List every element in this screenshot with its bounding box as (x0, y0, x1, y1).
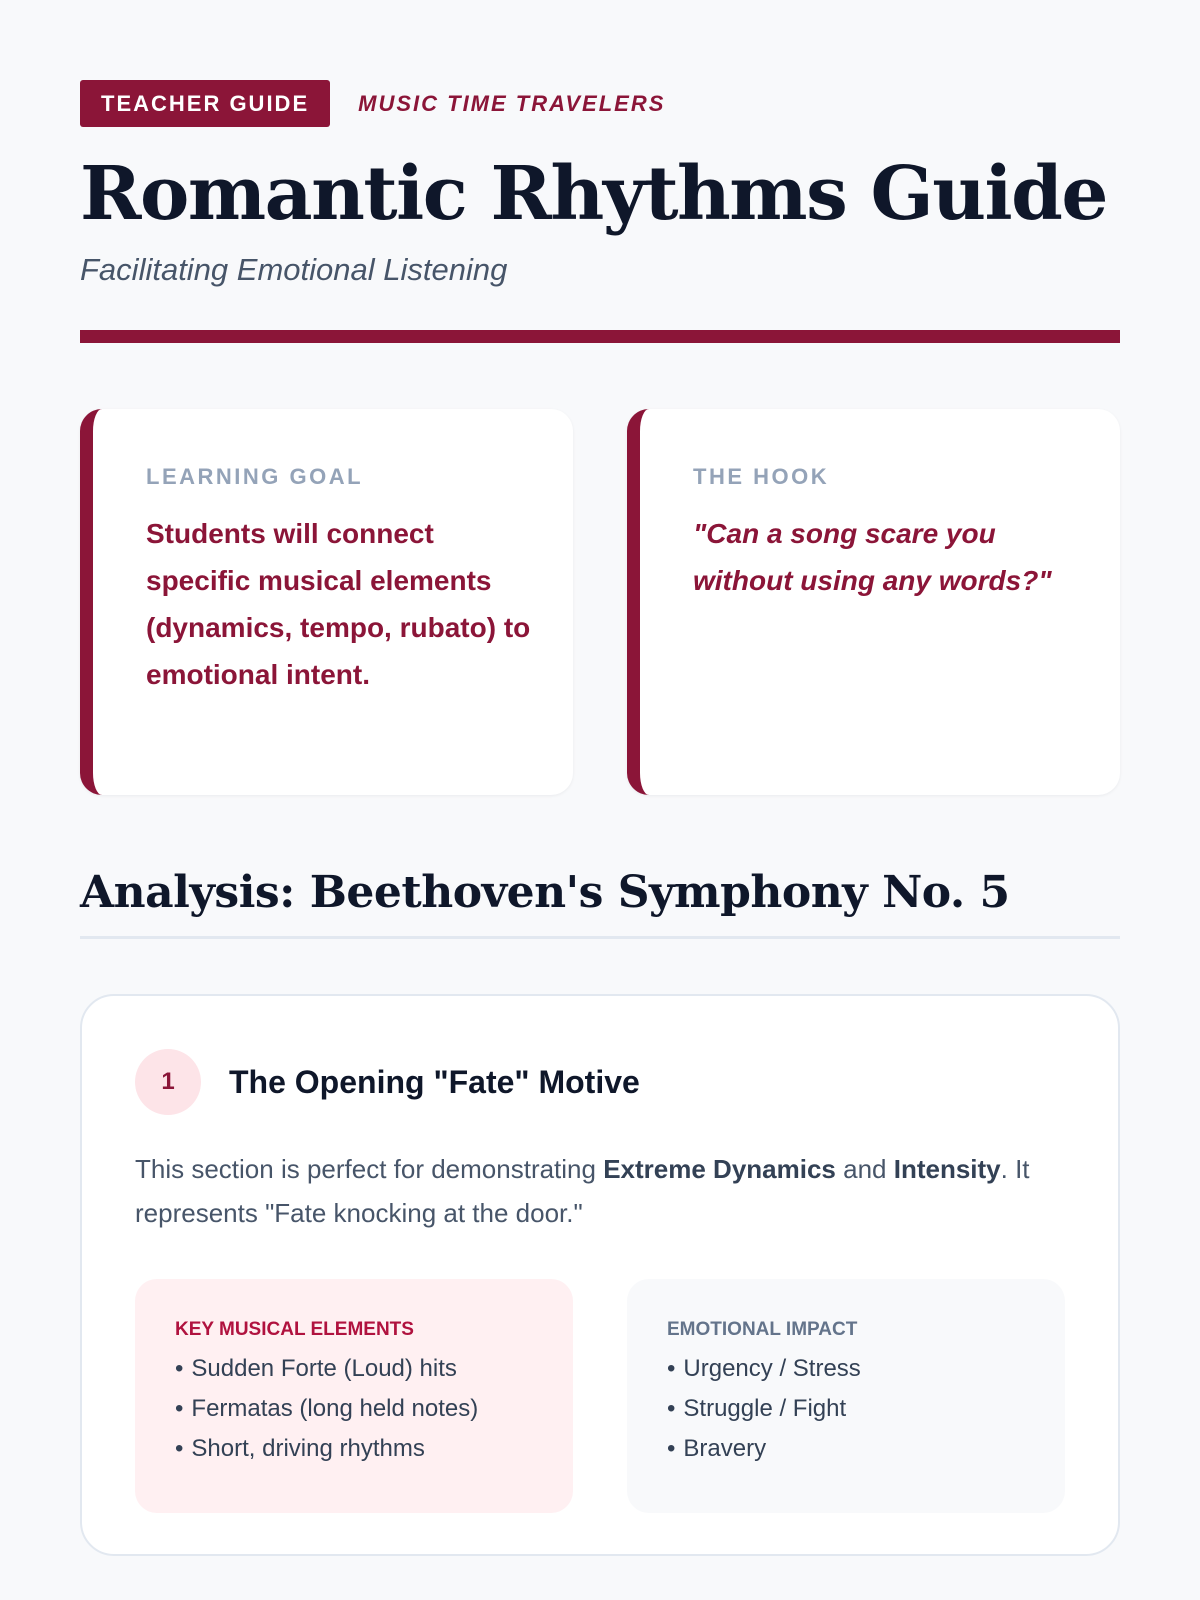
analysis-divider (80, 936, 1120, 939)
desc-text-3: . It represents "Fate knocking at the door." (135, 1154, 1030, 1229)
series-name: MUSIC TIME TRAVELERS (358, 90, 666, 116)
header-meta (80, 80, 1120, 127)
learning-goal-text: Students will connect specific musical elements (dynamics, tempo, rubato) to emotional intent. (146, 518, 531, 691)
hook-text: "Can a song scare you without using any words?" (693, 518, 1052, 597)
emotional-impact-label: EMOTIONAL IMPACT (667, 1319, 858, 1341)
header-divider (80, 330, 1120, 343)
key-elements-label: KEY MUSICAL ELEMENTS (175, 1319, 414, 1341)
desc-bold-dynamics: Extreme Dynamics (603, 1154, 836, 1185)
list-item: • Fermatas (long held notes) (175, 1389, 533, 1429)
page-title: Romantic Rhythms Guide (80, 151, 1107, 237)
list-item: • Bravery (667, 1429, 1025, 1469)
summary-cards (80, 409, 1120, 795)
hook-label: THE HOOK (693, 464, 830, 490)
key-elements-list (175, 1349, 533, 1469)
desc-bold-intensity: Intensity (893, 1154, 1001, 1185)
teacher-guide-badge: TEACHER GUIDE (80, 80, 330, 127)
analysis-title: Analysis: Beethoven's Symphony No. 5 (80, 867, 1010, 919)
list-item: • Urgency / Stress (667, 1349, 1025, 1389)
emotional-impact-box (627, 1279, 1065, 1513)
desc-text-1: This section is perfect for demonstrating (135, 1154, 604, 1185)
list-item: • Short, driving rhythms (175, 1429, 533, 1469)
key-elements-box (135, 1279, 573, 1513)
step-description (135, 1147, 1035, 1235)
teacher-guide-page (80, 80, 1120, 1556)
step-header (135, 1049, 1065, 1115)
step-title: The Opening "Fate" Motive (229, 1063, 640, 1100)
learning-goal-label: LEARNING GOAL (146, 464, 364, 490)
step-number-badge: 1 (135, 1049, 201, 1115)
desc-text-2: and (835, 1154, 894, 1185)
element-boxes (135, 1279, 1065, 1513)
learning-goal-card (80, 409, 573, 795)
analysis-step-panel (80, 994, 1120, 1556)
page-subtitle: Facilitating Emotional Listening (80, 252, 508, 288)
emotional-impact-list (667, 1349, 1025, 1469)
list-item: • Sudden Forte (Loud) hits (175, 1349, 533, 1389)
hook-card (627, 409, 1120, 795)
list-item: • Struggle / Fight (667, 1389, 1025, 1429)
